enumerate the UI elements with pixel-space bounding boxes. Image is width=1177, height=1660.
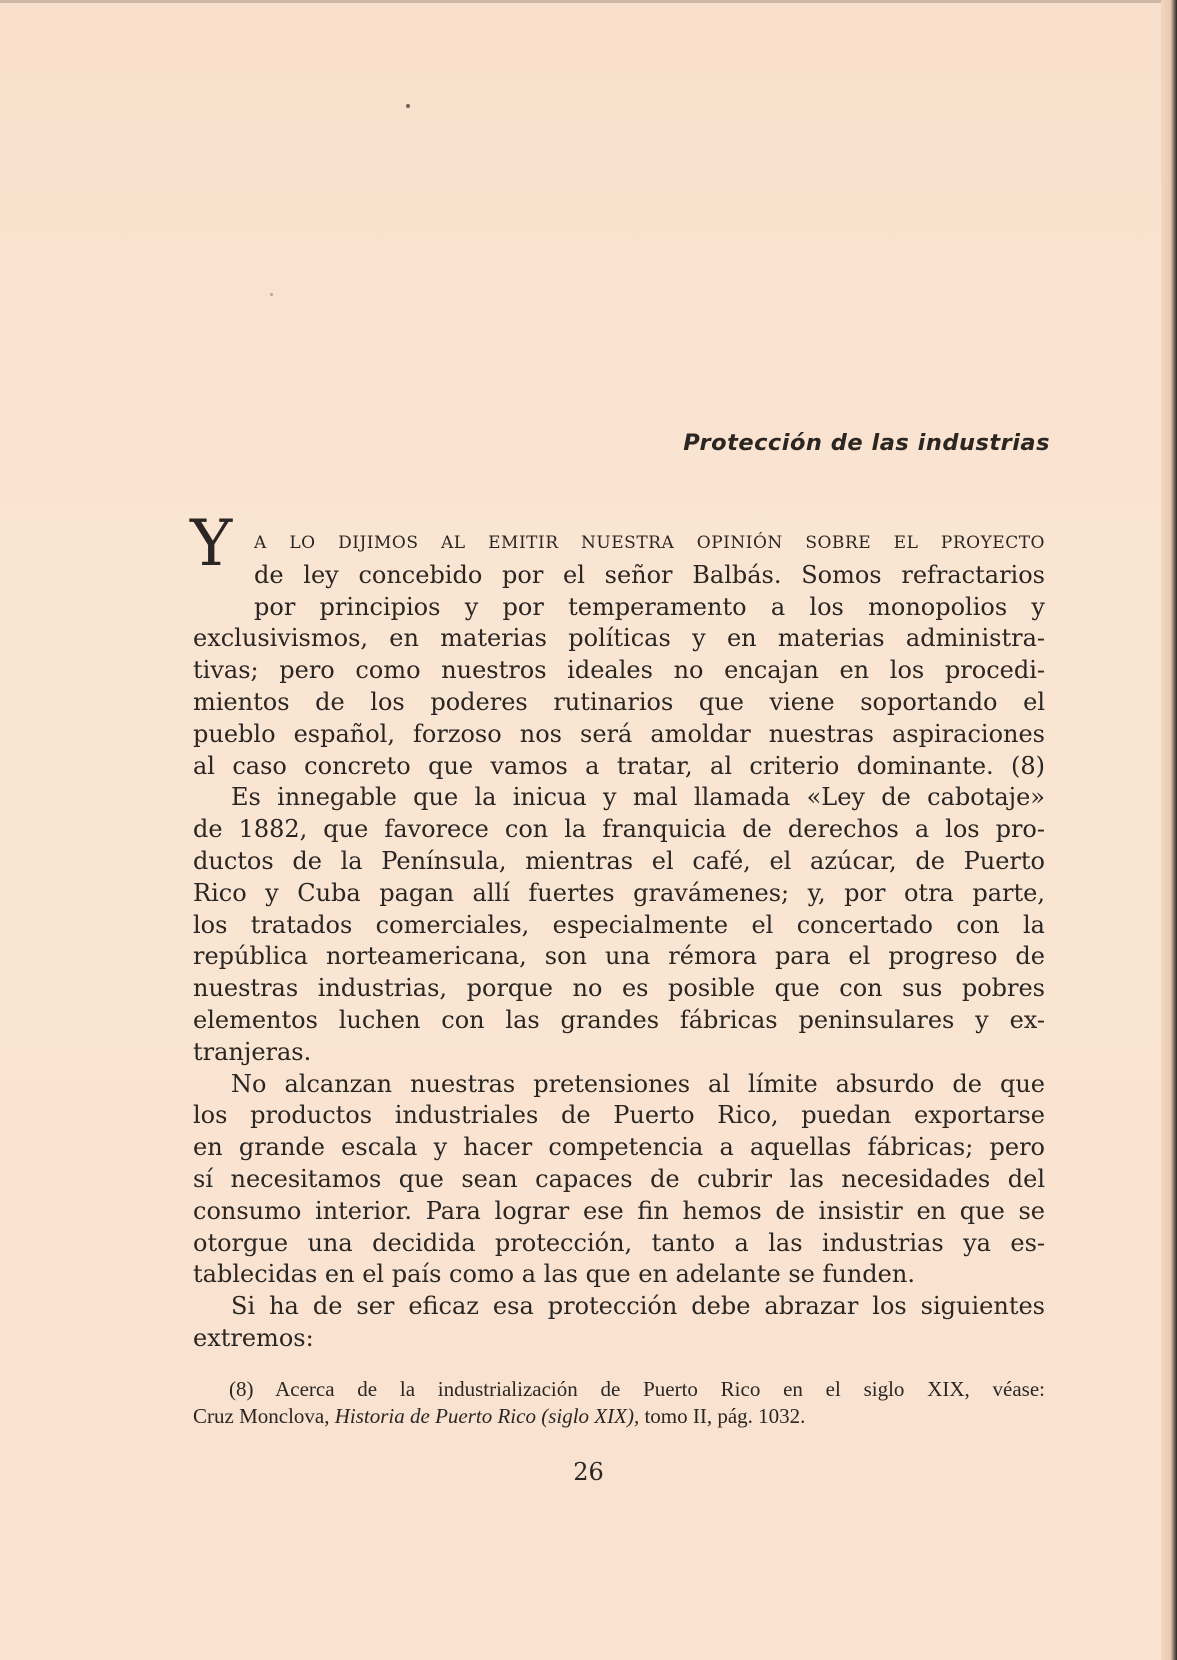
page-top-edge	[0, 0, 1177, 3]
footnote-author: Cruz Monclova,	[193, 1404, 330, 1428]
text-line: los productos industriales de Puerto Rico, puedan exportarse	[193, 1101, 1045, 1130]
text-line: otorgue una decidida protección, tanto a las industrias ya es-	[193, 1228, 1045, 1257]
paper-speck	[270, 293, 273, 296]
text-line: extremos:	[193, 1323, 314, 1352]
text-line: Es innegable que la inicua y mal llamada «Ley de cabotaje»	[231, 783, 1045, 812]
page-number: 26	[573, 1458, 604, 1486]
text-line: de 1882, que favorece con la franquicia de derechos a los pro-	[193, 815, 1045, 844]
text-line: consumo interior. Para lograr ese fin hemos de insistir en que se	[193, 1196, 1045, 1225]
text-line: ductos de la Península, mientras el café, el azúcar, de Puerto	[193, 846, 1045, 875]
footnote-book-title: Historia de Puerto Rico (siglo	[334, 1404, 590, 1428]
body-text	[193, 528, 1045, 1355]
text-line: A LO DIJIMOS AL EMITIR NUESTRA OPINIÓN SOBRE EL PROYECTO	[254, 533, 1045, 553]
chapter-title: Protección de las industrias	[683, 430, 1050, 456]
text-line: en grande escala y hacer competencia a aquellas fábricas; pero	[193, 1133, 1045, 1162]
text-line: por principios y por temperamento a los monopolios y	[254, 592, 1045, 621]
text-line: exclusivismos, en materias políticas y en materias administra-	[193, 624, 1045, 653]
text-line: tivas; pero como nuestros ideales no encajan en los procedi-	[193, 656, 1045, 685]
text-line: Rico y Cuba pagan allí fuertes gravámenes; y, por otra parte,	[193, 878, 1045, 907]
text-line: república norteamericana, son una rémora para el progreso de	[193, 942, 1045, 971]
text-line: nuestras industrias, porque no es posible que con sus pobres	[193, 974, 1045, 1003]
page-right-edge	[1161, 0, 1177, 1660]
text-line: tranjeras.	[193, 1037, 312, 1066]
footnote-century: XIX),	[594, 1404, 640, 1428]
text-line: pueblo español, forzoso nos será amoldar nuestras aspiraciones	[193, 719, 1045, 748]
footnote-line: (8) Acerca de la industrialización de Puerto Rico en el siglo XIX, véase:	[229, 1377, 1045, 1401]
drop-cap: Y	[190, 507, 233, 581]
footnote-reference: tomo II, pág. 1032.	[644, 1404, 806, 1428]
text-line: tablecidas en el país como a las que en adelante se funden.	[193, 1260, 915, 1289]
text-line: elementos luchen con las grandes fábricas peninsulares y ex-	[193, 1005, 1045, 1034]
text-line: No alcanzan nuestras pretensiones al límite absurdo de que	[231, 1069, 1045, 1098]
text-line: sí necesitamos que sean capaces de cubrir las necesidades del	[193, 1164, 1045, 1193]
text-line: Si ha de ser eficaz esa protección debe abrazar los siguientes	[231, 1292, 1045, 1321]
text-line: al caso concreto que vamos a tratar, al criterio dominante. (8)	[193, 751, 1045, 780]
footnote	[193, 1376, 1045, 1430]
text-line: los tratados comerciales, especialmente el concertado con la	[193, 910, 1045, 939]
text-line: de ley concebido por el señor Balbás. Somos refractarios	[254, 560, 1045, 589]
paper-speck	[406, 104, 410, 108]
footnote-line	[193, 1403, 1045, 1430]
text-line: mientos de los poderes rutinarios que viene soportando el	[193, 687, 1045, 716]
